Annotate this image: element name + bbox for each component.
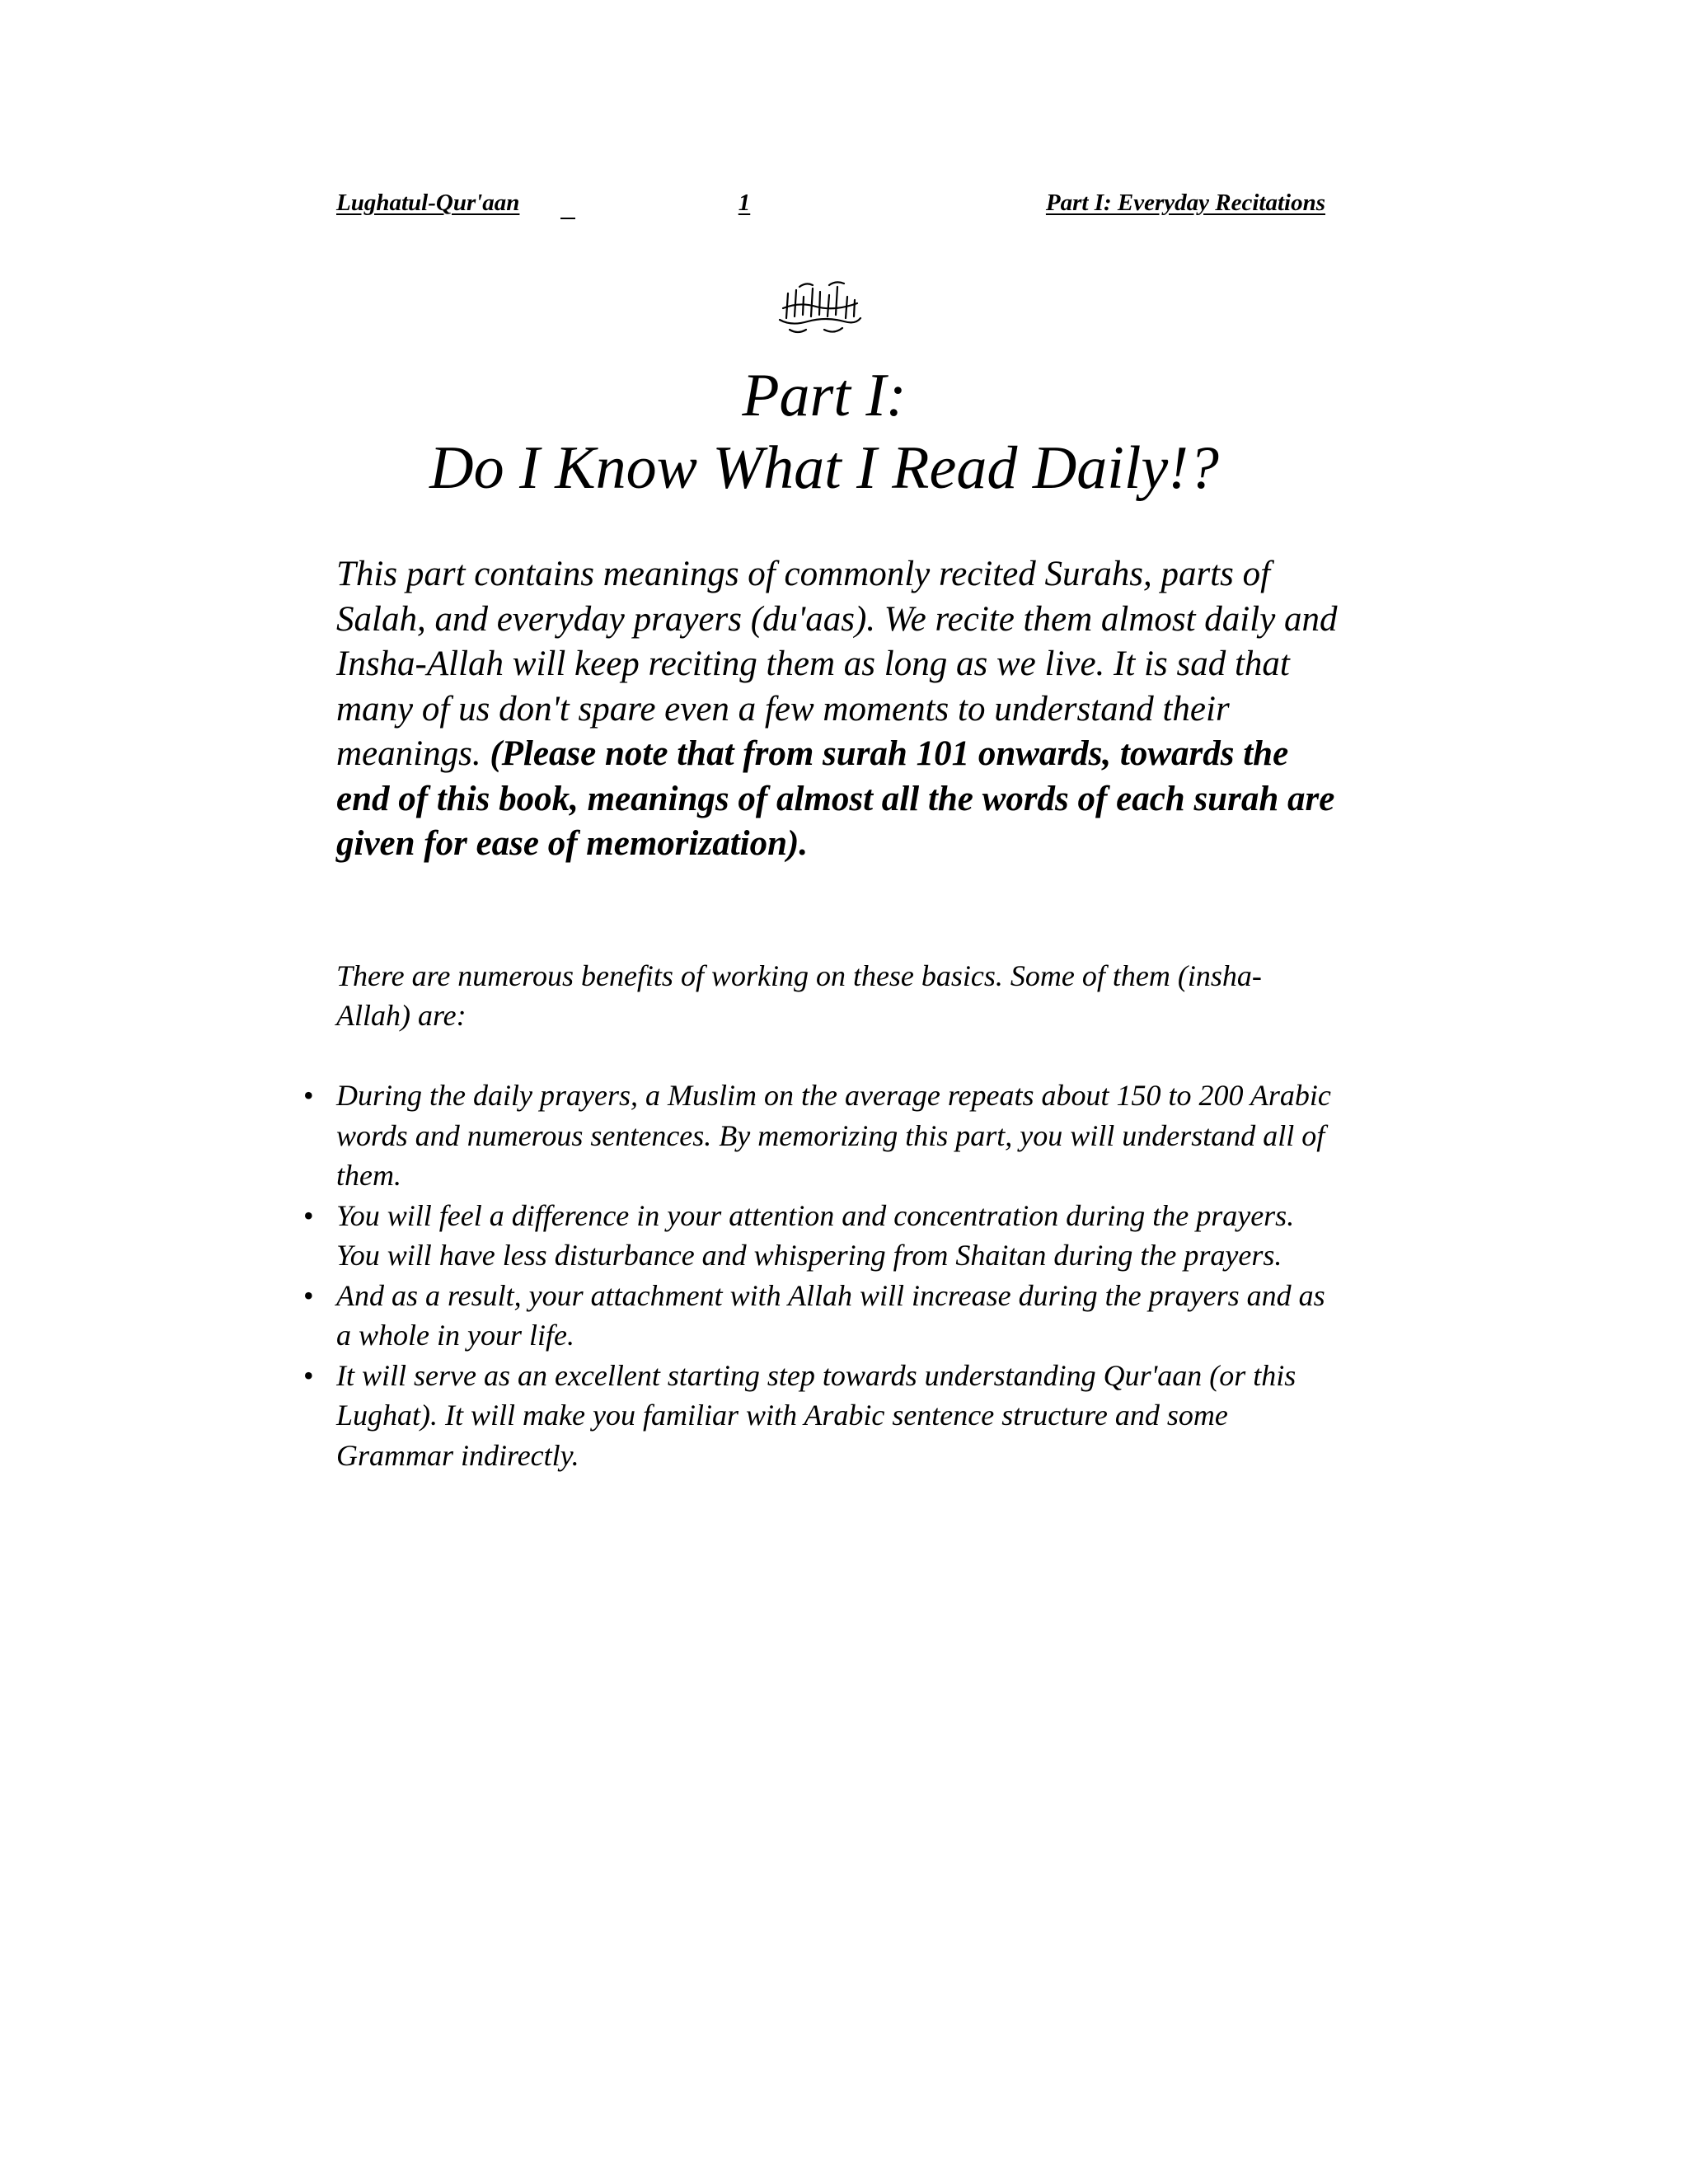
bullet-icon: •	[303, 1079, 314, 1112]
bullet-icon: •	[303, 1358, 314, 1392]
running-header	[336, 185, 1325, 221]
list-item	[303, 1276, 1342, 1356]
list-item-text: And as a result, your attachment with Allah will increase during the prayers and as a whole in your life.	[336, 1278, 1325, 1352]
list-item	[303, 1076, 1342, 1196]
bullet-icon: •	[303, 1198, 314, 1232]
bismillah-calligraphy-icon	[775, 279, 865, 338]
list-item	[303, 1196, 1342, 1276]
header-book-title: Lughatul-Qur'aan	[336, 190, 520, 216]
bullet-icon: •	[303, 1278, 314, 1312]
benefit-list	[303, 1076, 1342, 1475]
title-line-2: Do I Know What I Read Daily!?	[429, 434, 1219, 502]
benefits-intro: There are numerous benefits of working on these basics. Some of them (insha-Allah) are:	[336, 959, 1262, 1032]
header-section-title: Part I: Everyday Recitations	[1045, 190, 1325, 216]
intro-text: This part contains meanings of commonly recited Surahs, parts of Salah, and everyday prayers (du'aas). We recite them almost daily and Insha-Allah will keep reciting them as long as we live. It is sad that many of us don't spare even a few moments to understand their meanings.	[336, 555, 1338, 773]
header-rule	[560, 218, 575, 219]
intro-paragraph	[336, 552, 1350, 867]
list-item	[303, 1356, 1342, 1476]
list-item-text: You will feel a difference in your attention and concentration during the prayers. You will have less disturbance and whispering from Shaitan during the prayers.	[336, 1198, 1295, 1272]
list-item-text: During the daily prayers, a Muslim on the average repeats about 150 to 200 Arabic words and numerous sentences. By memorizing this part, you will understand all of them.	[336, 1079, 1331, 1192]
intro-bold-note: (Please note that from surah 101 onwards, towards the end of this book, meanings of almost all the words of each surah are given for ease of memorization).	[336, 734, 1335, 863]
header-page-number: 1	[738, 190, 751, 216]
part-title	[247, 359, 1401, 504]
list-item-text: It will serve as an excellent starting step towards understanding Qur'aan (or this Lughat). It will make you familiar with Arabic sentence structure and some Grammar indirectly.	[336, 1358, 1296, 1472]
title-line-1: Part I:	[742, 362, 907, 429]
